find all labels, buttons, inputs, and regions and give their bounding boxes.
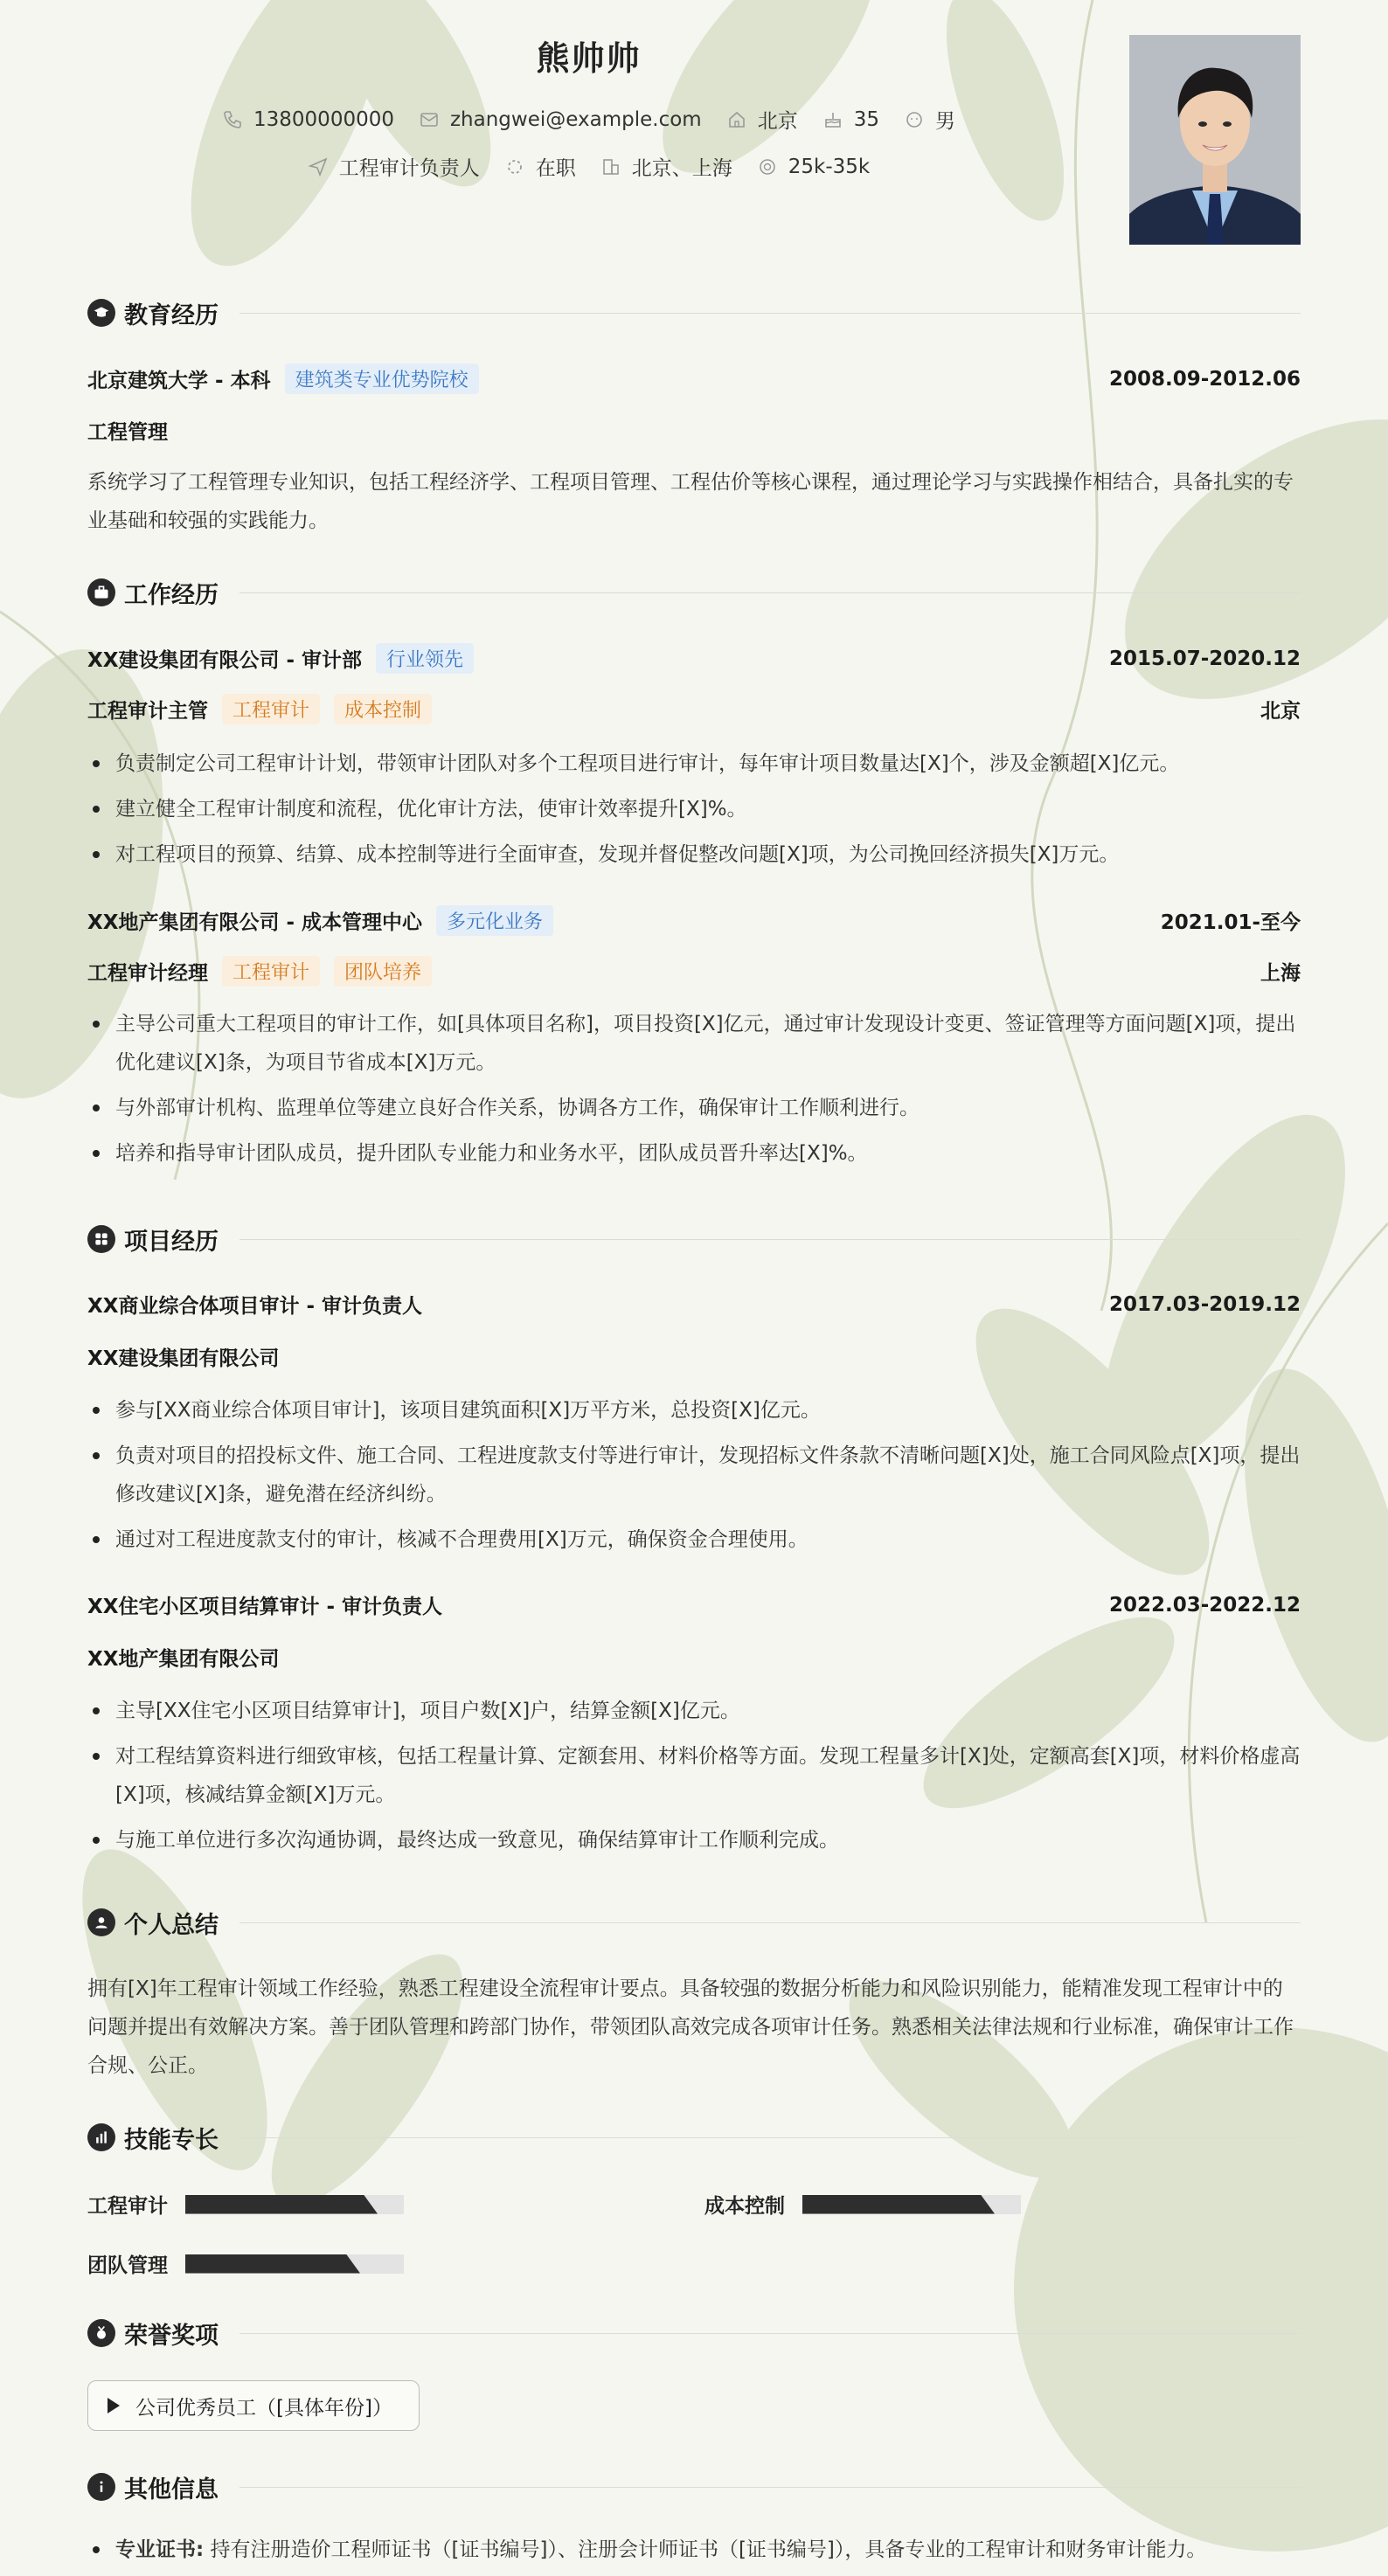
target-city-item [600, 152, 732, 181]
briefcase-icon [87, 578, 115, 606]
divider [239, 2333, 1301, 2334]
project-name: XX商业综合体项目审计 - 审计负责人 [87, 1295, 423, 1318]
divider [239, 1922, 1301, 1923]
city-item [726, 105, 798, 134]
gender-item [904, 105, 955, 134]
company-tag: 行业领先 [376, 643, 474, 674]
list-item: 主导[XX住宅小区项目结算审计]，项目户数[X]户，结算金额[X]亿元。 [87, 1692, 1301, 1730]
job-location: 上海 [1260, 962, 1301, 985]
skill-bar [802, 2195, 1021, 2214]
job-header [87, 905, 1301, 936]
city-text: 北京 [757, 110, 798, 133]
list-item: 与外部审计机构、监理单位等建立良好合作关系，协调各方工作，确保审计工作顺利进行。 [87, 1089, 1301, 1127]
section-education [87, 295, 1301, 330]
job-company: XX建设集团有限公司 - 审计部 [87, 649, 363, 672]
job-position-row [87, 694, 1301, 724]
project-company: XX地产集团有限公司 [87, 1648, 280, 1671]
skill-bar-fill [185, 2195, 378, 2214]
list-item: 参与[XX商业综合体项目审计]，该项目建筑面积[X]万平方米，总投资[X]亿元。 [87, 1391, 1301, 1430]
section-projects [87, 1222, 1301, 1257]
section-title-text: 工作经历 [124, 581, 219, 609]
list-item: 通过对工程进度款支付的审计，核减不合理费用[X]万元，确保资金合理使用。 [87, 1520, 1301, 1559]
phone-item [222, 108, 394, 131]
job-period: 2021.01-至今 [1160, 911, 1301, 934]
section-title-text: 项目经历 [124, 1228, 219, 1256]
skill-bar [185, 2254, 404, 2274]
status-item [504, 152, 576, 181]
contact-row [87, 105, 1090, 134]
play-triangle-icon [108, 2398, 120, 2413]
salary-text: 25k-35k [788, 155, 871, 178]
divider [239, 592, 1301, 593]
section-honors [87, 2316, 1301, 2351]
profile-photo [1129, 35, 1301, 245]
job-bullets [87, 744, 1301, 881]
mail-icon [419, 109, 440, 130]
skill-name: 团队管理 [87, 2254, 168, 2277]
project-company-row [87, 1643, 1301, 1672]
send-icon [308, 156, 329, 177]
target-city-text: 北京、上海 [631, 157, 732, 180]
skill-name: 工程审计 [87, 2195, 168, 2218]
grid-icon [87, 1225, 115, 1253]
home-icon [726, 109, 747, 130]
skill-bar-fill [185, 2254, 360, 2274]
medal-icon [87, 2319, 115, 2347]
list-item: 培养和指导审计团队成员，提升团队专业能力和业务水平，团队成员晋升率达[X]%。 [87, 1134, 1301, 1173]
project-bullets [87, 1692, 1301, 1866]
info-icon [87, 2473, 115, 2501]
building-icon [600, 156, 621, 177]
list-item: 对工程结算资料进行细致审核，包括工程量计算、定额套用、材料价格等方面。发现工程量多计[X]处，定额高套[X]项，材料价格虚高[X]项，核减结算金额[X]万元。 [87, 1737, 1301, 1814]
bar-chart-icon [87, 2123, 115, 2151]
skill-tag: 工程审计 [222, 956, 320, 987]
major-name: 工程管理 [87, 421, 168, 444]
section-skills [87, 2120, 1301, 2155]
education-period: 2008.09-2012.06 [1108, 367, 1301, 391]
skill-item [87, 2190, 404, 2219]
list-item: 主导公司重大工程项目的审计工作，如[具体项目名称]，项目投资[X]亿元，通过审计发现设计变更、签证管理等方面问题[X]项，提出优化建议[X]条，为项目节省成本[X]万元。 [87, 1005, 1301, 1082]
candidate-name: 熊帅帅 [536, 39, 642, 78]
section-title-text: 技能专长 [124, 2126, 219, 2154]
target-position-text: 工程审计负责人 [338, 157, 480, 180]
divider [239, 2137, 1301, 2138]
cake-icon [822, 109, 843, 130]
summary-text: 拥有[X]年工程审计领域工作经验，熟悉工程建设全流程审计要点。具备较强的数据分析能力和风险识别能力，能精准发现工程审计中的问题并提出有效解决方案。善于团队管理和跨部门协作，带领团队高效完成各项审计任务。熟悉相关法律法规和行业标准，确保审计工作合规、公正。 [87, 1977, 1294, 2077]
graduation-cap-icon [87, 299, 115, 327]
project-company-row [87, 1342, 1301, 1371]
skill-tag: 成本控制 [334, 694, 432, 724]
skill-bar [185, 2195, 404, 2214]
job-company: XX地产集团有限公司 - 成本管理中心 [87, 911, 423, 934]
divider [239, 313, 1301, 314]
job-position: 工程审计主管 [87, 700, 208, 723]
company-tag: 多元化业务 [436, 905, 553, 936]
skill-tag: 团队培养 [334, 956, 432, 987]
project-period: 2017.03-2019.12 [1108, 1292, 1301, 1316]
award-text: 公司优秀员工（[具体年份]） [135, 2396, 392, 2420]
section-work [87, 575, 1301, 610]
project-header [87, 1590, 1301, 1619]
section-summary [87, 1905, 1301, 1940]
list-item: 负责制定公司工程审计计划，带领审计团队对多个工程项目进行审计，每年审计项目数量达[X]个，涉及金额超[X]亿元。 [87, 744, 1301, 783]
section-title-text: 个人总结 [124, 1911, 219, 1939]
other-label: 专业证书: [115, 2538, 205, 2561]
section-title-text: 教育经历 [124, 301, 219, 329]
major-row [87, 416, 1301, 445]
divider [239, 1239, 1301, 1240]
age-item [822, 108, 879, 131]
resume-page [87, 0, 1301, 2576]
face-icon [904, 109, 925, 130]
project-header [87, 1290, 1301, 1319]
divider [239, 2487, 1301, 2488]
job-position-row [87, 956, 1301, 987]
skill-item [704, 2190, 1021, 2219]
job-intent-row [87, 152, 1090, 181]
spinner-icon [504, 156, 525, 177]
gender-text: 男 [934, 110, 955, 133]
phone-icon [222, 109, 243, 130]
award-item [87, 2380, 420, 2431]
other-text: 持有注册造价工程师证书（[证书编号]）、注册会计师证书（[证书编号]），具备专业的工程审计和财务审计能力。 [210, 2538, 1207, 2561]
education-header [87, 364, 1301, 394]
job-position: 工程审计经理 [87, 962, 208, 985]
job-location: 北京 [1260, 700, 1301, 723]
section-title-text: 荣誉奖项 [124, 2322, 219, 2350]
skill-tag: 工程审计 [222, 694, 320, 724]
school-name: 北京建筑大学 - 本科 [87, 370, 271, 392]
job-period: 2015.07-2020.12 [1108, 647, 1301, 670]
job-bullets [87, 1005, 1301, 1180]
other-bullets [87, 2531, 1301, 2576]
target-position-item [308, 152, 480, 181]
email-item [419, 108, 702, 131]
section-other [87, 2469, 1301, 2504]
avatar-illustration [1129, 35, 1301, 245]
salary-item [757, 156, 870, 178]
job-header [87, 643, 1301, 674]
project-period: 2022.03-2022.12 [1108, 1593, 1301, 1617]
list-item: 与施工单位进行多次沟通协调，最终达成一致意见，确保结算审计工作顺利完成。 [87, 1821, 1301, 1859]
list-item [87, 2531, 1301, 2569]
phone-text: 13800000000 [253, 107, 394, 131]
coin-icon [757, 156, 778, 177]
skill-name: 成本控制 [704, 2195, 785, 2218]
school-tag: 建筑类专业优势院校 [285, 364, 479, 394]
status-text: 在职 [535, 157, 576, 180]
skill-item [87, 2249, 404, 2278]
project-name: XX住宅小区项目结算审计 - 审计负责人 [87, 1596, 443, 1618]
list-item: 建立健全工程审计制度和流程，优化审计方法，使审计效率提升[X]%。 [87, 790, 1301, 828]
user-icon [87, 1908, 115, 1936]
email-text: zhangwei@example.com [449, 107, 702, 131]
skill-bar-fill [802, 2195, 995, 2214]
list-item: 负责对项目的招投标文件、施工合同、工程进度款支付等进行审计，发现招标文件条款不清晰问题[X]处，施工合同风险点[X]项，提出修改建议[X]条，避免潜在经济纠纷。 [87, 1437, 1301, 1513]
section-title-text: 其他信息 [124, 2476, 219, 2503]
age-text: 35 [853, 107, 879, 131]
project-bullets [87, 1391, 1301, 1566]
project-company: XX建设集团有限公司 [87, 1347, 280, 1370]
education-description: 系统学习了工程管理专业知识，包括工程经济学、工程项目管理、工程估价等核心课程，通过理论学习与实践操作相结合，具备扎实的专业基础和较强的实践能力。 [87, 471, 1294, 532]
list-item: 对工程项目的预算、结算、成本控制等进行全面审查，发现并督促整改问题[X]项，为公司挽回经济损失[X]万元。 [87, 835, 1301, 874]
